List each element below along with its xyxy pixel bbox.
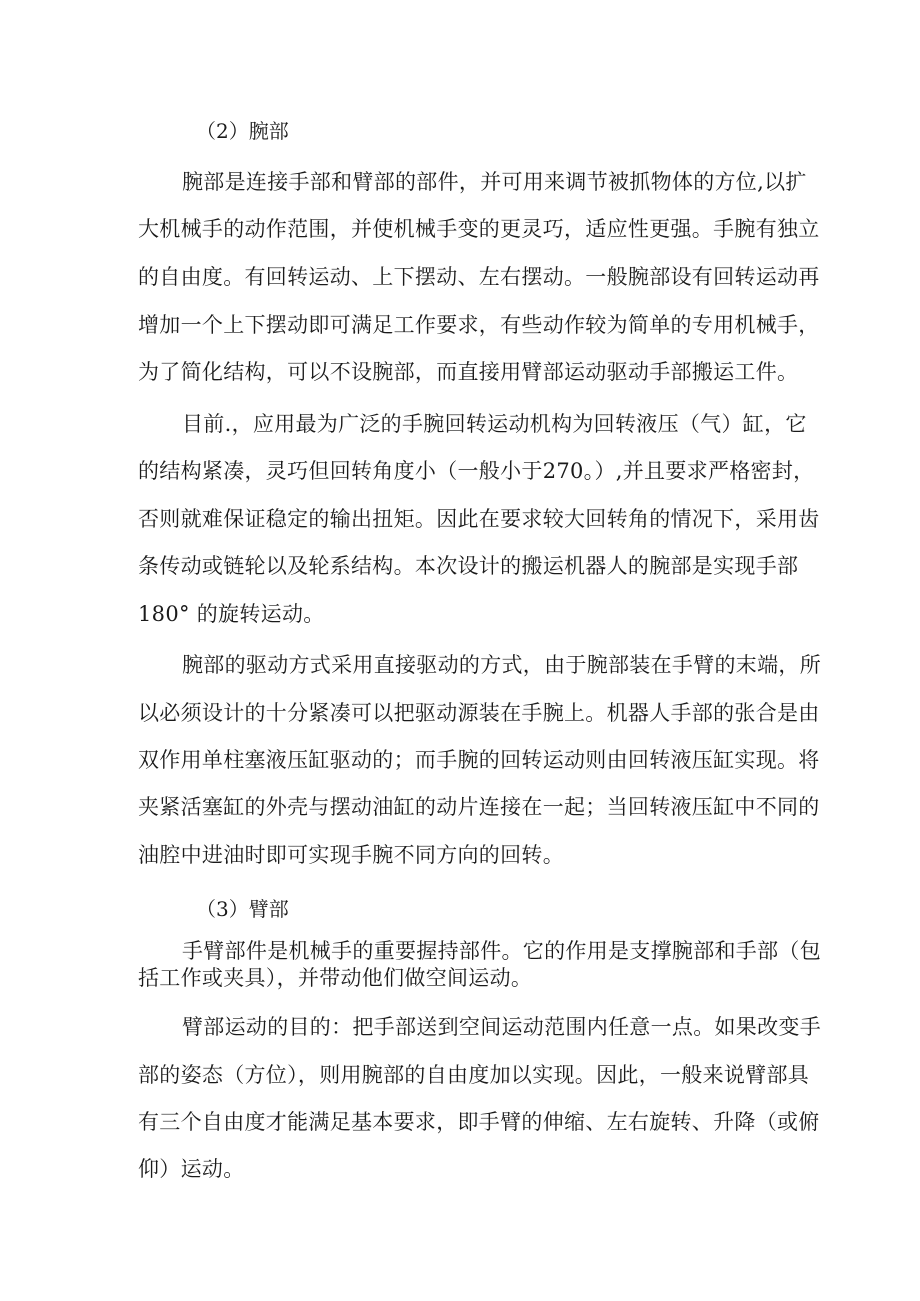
text-line: 油腔中进油时即可实现手腕不同方向的回转。 xyxy=(138,843,564,867)
text-line: 以必须设计的十分紧凑可以把驱动源装在手腕上。机器人手部的张合是由 xyxy=(138,701,820,725)
text-line: 180° 的旋转运动。 xyxy=(138,602,325,626)
text-line: 的结构紧凑，灵巧但回转角度小（一般小于270。）,并且要求严格密封， xyxy=(138,459,815,483)
text-line: 为了简化结构，可以不设腕部，而直接用臂部运动驱动手部搬运工件。 xyxy=(138,360,799,384)
arm-section-heading: （3）臂部 xyxy=(196,897,289,921)
text-line: 腕部的驱动方式采用直接驱动的方式，由于腕部装在手臂的末端，所 xyxy=(182,653,821,677)
text-line: 夹紧活塞缸的外壳与摆动油缸的动片连接在一起；当回转液压缸中不同的 xyxy=(138,795,820,819)
text-line: 的自由度。有回转运动、上下摆动、左右摆动。一般腕部设有回转运动再 xyxy=(138,265,820,289)
text-line: 手臂部件是机械手的重要握持部件。它的作用是支撑腕部和手部（包 xyxy=(182,939,821,963)
text-line: 增加一个上下摆动即可满足工作要求，有些动作较为简单的专用机械手， xyxy=(138,313,820,337)
text-line: 否则就难保证稳定的输出扭矩。因此在要求较大回转角的情况下，采用齿 xyxy=(138,507,820,531)
text-line: 腕部是连接手部和臂部的部件，并可用来调节被抓物体的方位,以扩 xyxy=(182,170,807,194)
text-line: 目前.，应用最为广泛的手腕回转运动机构为回转液压（气）缸，它 xyxy=(182,412,807,436)
text-line: 仰）运动。 xyxy=(138,1157,245,1181)
text-line: 臂部运动的目的：把手部送到空间运动范围内任意一点。如果改变手 xyxy=(182,1015,821,1039)
text-line: 部的姿态（方位），则用腕部的自由度加以实现。因此，一般来说臂部具 xyxy=(138,1063,810,1087)
text-line: 条传动或链轮以及轮系结构。本次设计的搬运机器人的腕部是实现手部 xyxy=(138,554,799,578)
text-line: 有三个自由度才能满足基本要求，即手臂的伸缩、左右旋转、升降（或俯 xyxy=(138,1110,820,1134)
wrist-section-heading: （2）腕部 xyxy=(196,119,289,143)
text-line: 双作用单柱塞液压缸驱动的；而手腕的回转运动则由回转液压缸实现。将 xyxy=(138,748,820,772)
text-line: 括工作或夹具），并带动他们做空间运动。 xyxy=(138,966,533,990)
text-line: 大机械手的动作范围，并使机械手变的更灵巧，适应性更强。手腕有独立 xyxy=(138,217,820,241)
